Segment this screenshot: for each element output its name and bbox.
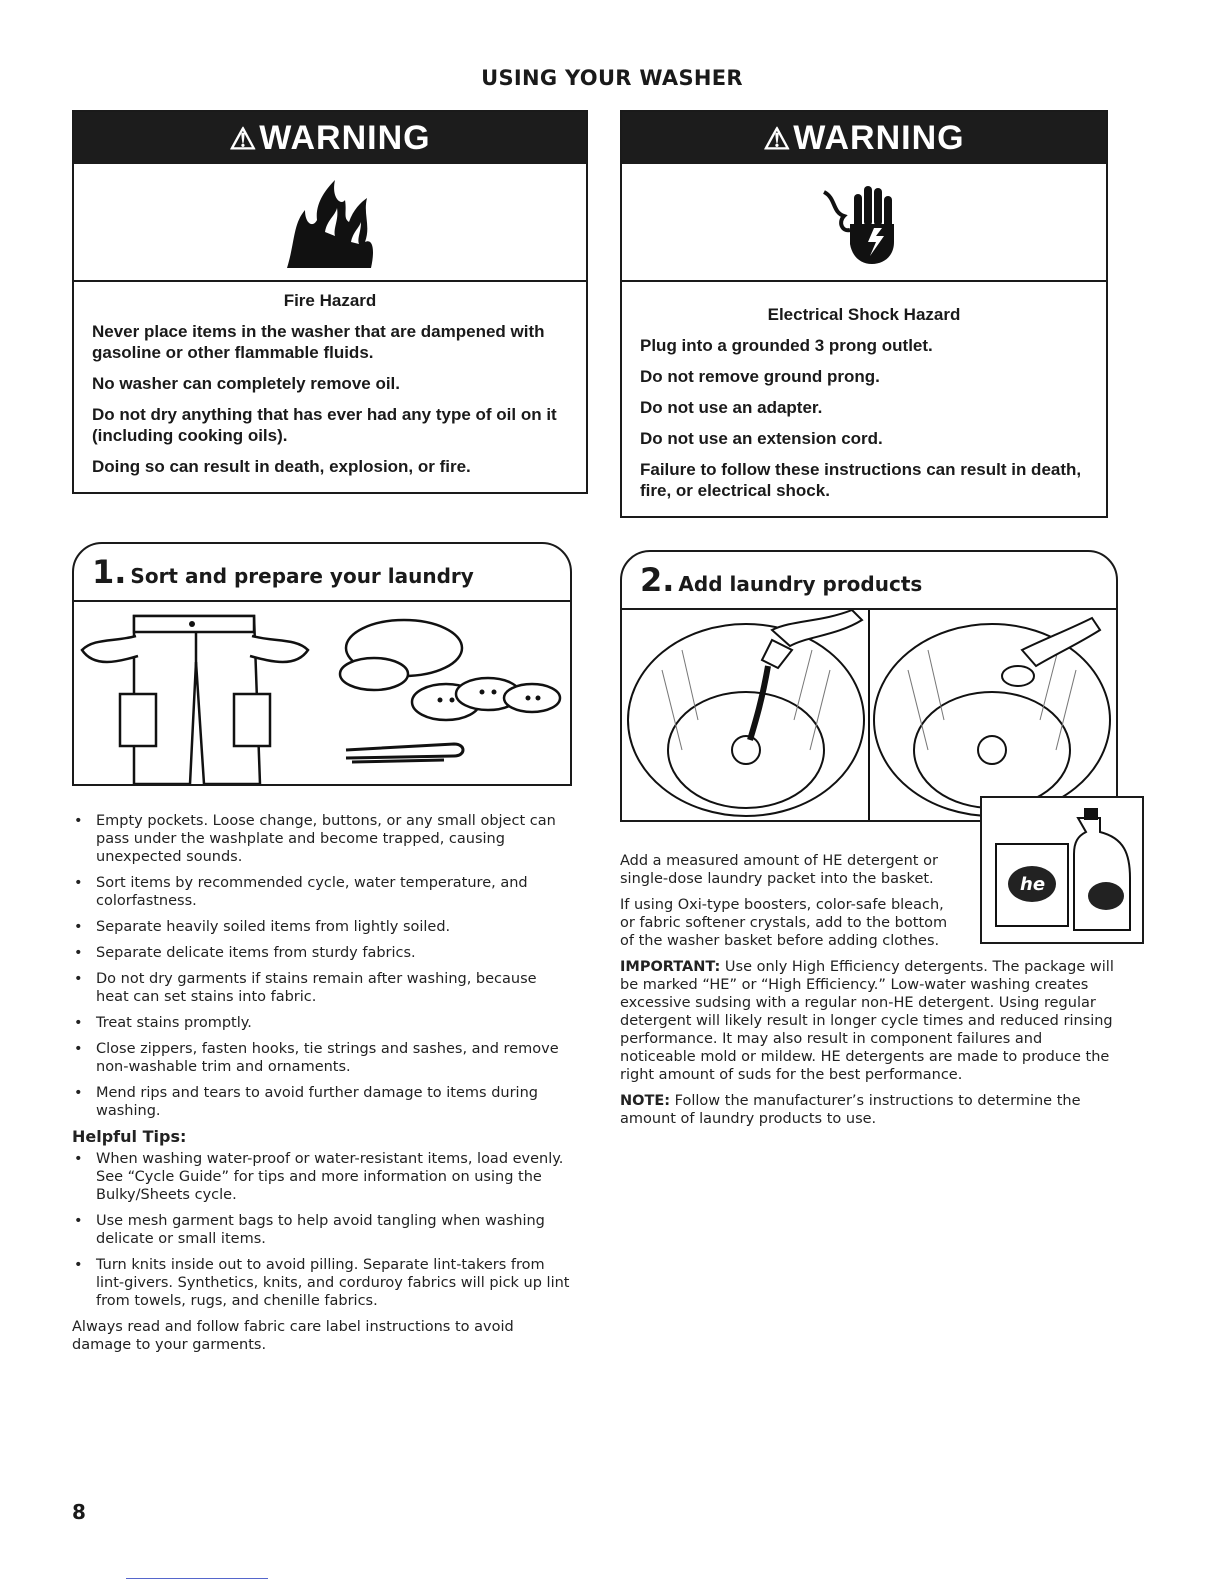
closing-note: Always read and follow fabric care label instructions to avoid damage to your garments.: [72, 1319, 514, 1353]
warning-line: Do not use an adapter.: [640, 398, 823, 417]
important-label: IMPORTANT:: [620, 959, 721, 975]
list-item: • Mend rips and tears to avoid further damage to items during washing.: [72, 1084, 572, 1120]
note-label: NOTE:: [620, 1093, 671, 1109]
footer-rule: [126, 1578, 268, 1579]
warning-triangle-icon: ⚠: [229, 123, 258, 156]
warning-line: Do not dry anything that has ever had any type of oil on it (including cooking oils).: [92, 405, 557, 445]
step1-box: [72, 542, 572, 786]
step1-bullets: [72, 812, 572, 1120]
warning-line: Failure to follow these instructions can result in death, fire, or electrical shock.: [640, 460, 1082, 500]
important-paragraph: IMPORTANT: Use only High Efficiency detergents. The package will be marked “HE” or “High Efficiency.” Low-water washing creates excessive sudsing with a regular non-HE detergent. Using regular detergent will likely result in longer cycle times and reduced rinsing performance. It may also result in component failures and noticeable mold or mildew. HE detergents are made to produce the right amount of suds for the best performance.: [620, 959, 1114, 1083]
he-logo-text: he: [1020, 874, 1046, 895]
step2-box: [620, 550, 1118, 822]
page-title: USING YOUR WASHER: [481, 66, 743, 90]
note-paragraph: NOTE: Follow the manufacturer’s instructions to determine the amount of laundry products to use.: [620, 1093, 1081, 1127]
step1-heading: 1. Sort and prepare your laundry: [74, 544, 570, 602]
step2-para2: If using Oxi-type boosters, color-safe bleach, or fabric softener crystals, add to the bottom of the washer basket before adding clothes.: [620, 897, 948, 949]
warning-header: ⚠WARNING: [622, 112, 1106, 164]
list-item: • Turn knits inside out to avoid pilling. Separate lint-takers from lint-givers. Synthetics, knits, and corduroy fabrics will pick up lint from towels, rugs, and chenille fabrics.: [72, 1256, 572, 1310]
step2-para1: Add a measured amount of HE detergent or single-dose laundry packet into the basket.: [620, 853, 938, 887]
step2-heading: 2. Add laundry products: [622, 552, 1116, 610]
fire-icon: [74, 164, 586, 282]
step1-text: [72, 812, 572, 1362]
warning-line: Never place items in the washer that are dampened with gasoline or other flammable fluids.: [92, 322, 545, 362]
shock-warning-box: [620, 110, 1108, 518]
warning-line: Do not use an extension cord.: [640, 429, 883, 448]
warning-header: ⚠WARNING: [74, 112, 586, 164]
step2-text: [620, 852, 1116, 1136]
list-item: • When washing water-proof or water-resistant items, load evenly. See “Cycle Guide” for tips and more information on using the Bulky/Sheets cycle.: [72, 1150, 572, 1204]
list-item: • Do not dry garments if stains remain after washing, because heat can set stains into fabric.: [72, 970, 572, 1006]
warning-line: No washer can completely remove oil.: [92, 374, 401, 393]
electric-shock-hand-icon: [622, 164, 1106, 282]
list-item: • Separate heavily soiled items from lightly soiled.: [72, 918, 572, 936]
list-item: • Treat stains promptly.: [72, 1014, 572, 1032]
warning-line: Do not remove ground prong.: [640, 367, 880, 386]
list-item: • Separate delicate items from sturdy fabrics.: [72, 944, 572, 962]
list-item: • Close zippers, fasten hooks, tie strings and sashes, and remove non-washable trim and ornaments.: [72, 1040, 572, 1076]
page-number: 8: [72, 1500, 86, 1524]
fire-warning-box: [72, 110, 588, 494]
warning-line: Plug into a grounded 3 prong outlet.: [640, 336, 933, 355]
laundry-prep-illustration: [74, 602, 570, 784]
hazard-title: Electrical Shock Hazard: [767, 305, 961, 324]
list-item: • Use mesh garment bags to help avoid tangling when washing delicate or small items.: [72, 1212, 572, 1248]
list-item: • Empty pockets. Loose change, buttons, or any small object can pass under the washplate and become trapped, causing unexpected sounds.: [72, 812, 572, 866]
washer-basket-illustration: [622, 610, 1116, 820]
warning-triangle-icon: ⚠: [763, 123, 792, 156]
tips-list: [72, 1150, 572, 1310]
list-item: • Sort items by recommended cycle, water temperature, and colorfastness.: [72, 874, 572, 910]
helpful-tips-heading: Helpful Tips:: [72, 1127, 187, 1146]
hazard-title: Fire Hazard: [283, 291, 377, 310]
warning-line: Doing so can result in death, explosion, or fire.: [92, 457, 471, 476]
